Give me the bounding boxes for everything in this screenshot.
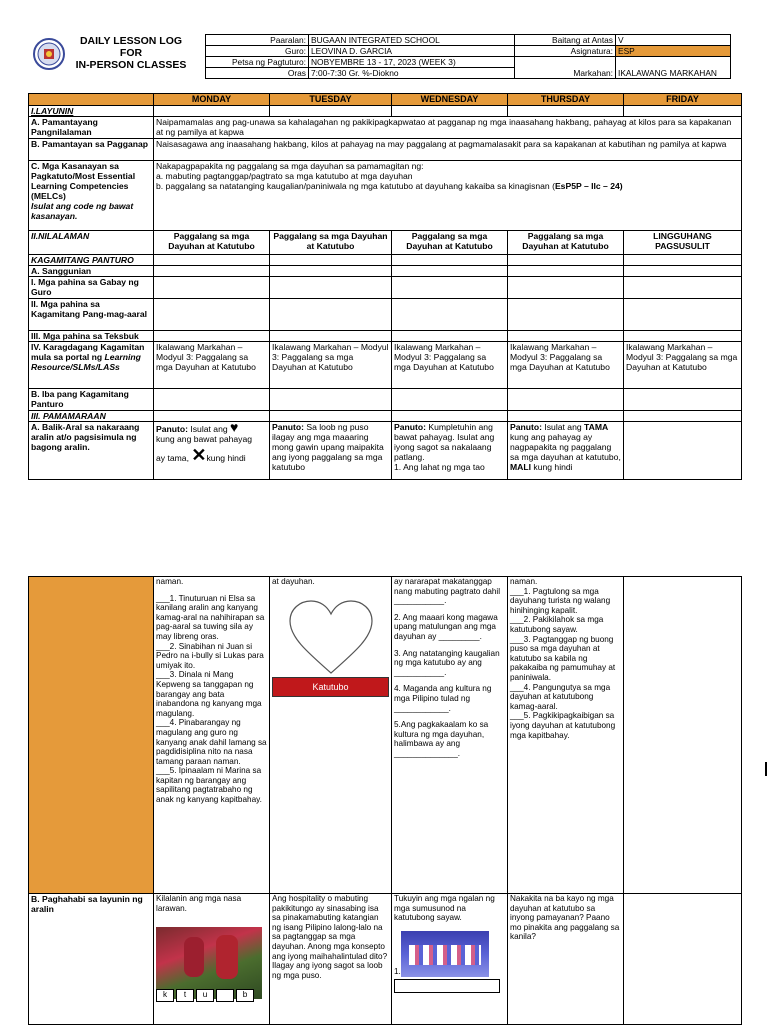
guro-value: LEOVINA D. GARCIA	[309, 46, 515, 57]
paaralan-value: BUGAAN INTEGRATED SCHOOL	[309, 35, 515, 46]
nilalaman-tuesday: Paggalang sa mga Dayuhan at Katutubo	[270, 231, 392, 255]
gabay-label: I. Mga pahina sa Gabay ng Guro	[29, 277, 154, 299]
katutubo-label-box: Katutubo	[272, 677, 389, 697]
list-item: 5.Ang pagkakaalam ko sa kultura ng mga dayuhan, halimbawa ay ang ______________.	[394, 720, 489, 758]
day-monday: MONDAY	[154, 94, 270, 106]
list-item: ___3. Pagtanggap ng buong puso sa mga dayuhan at katutubo sa kabila ng pakakaiba ng pamumuhay at paniniwala.	[510, 634, 616, 682]
letter-box: t	[176, 989, 194, 1002]
asignatura-value: ESP	[616, 46, 731, 57]
pamantayang-label: A. Pamantayang Pangnilalaman	[29, 117, 154, 139]
kasanayan-text	[154, 161, 742, 231]
letter-box: b	[236, 989, 254, 1002]
x-icon: ✕	[191, 445, 207, 465]
pagganap-text: Naisasagawa ang inaasahang hakbang, kilos at pahayag na may paggalang at pagmamalasakit para sa kapakanan at kabutihan ng pamilya at kapwa	[154, 139, 742, 161]
karagdagang-monday: Ikalawang Markahan – Modyul 3: Paggalang sa mga Dayuhan at Katutubo	[154, 342, 270, 389]
nilalaman-friday: LINGGUHANG PAGSUSULIT	[624, 231, 742, 255]
day-friday: FRIDAY	[624, 94, 742, 106]
letter-box	[216, 989, 234, 1002]
balik-friday-continued	[624, 577, 742, 894]
karagdagang-thursday: Ikalawang Markahan – Modyul 3: Paggalang sa mga Dayuhan at Katutubo	[508, 342, 624, 389]
asignatura-label: Asignatura:	[515, 46, 616, 57]
karagdagang-friday: Ikalawang Markahan – Modyul 3: Paggalang sa mga Dayuhan at Katutubo	[624, 342, 742, 389]
nilalaman-label: II.NILALAMAN	[29, 231, 154, 255]
list-item: ___4. Pinabarangay ng magulang ang guro ng kanyang anak dahil lamang sa pagdidisiplina nito na nasa tamang paraan naman.	[156, 718, 267, 766]
deped-seal	[33, 38, 65, 70]
paaralan-label: Paaralan:	[206, 35, 309, 46]
letter-box: k	[156, 989, 174, 1002]
paghahabi-label: B. Paghahabi sa layunin ng aralin	[29, 894, 154, 1025]
paghahabi-monday: Kilalanin ang mga nasa larawan. k t u b	[154, 894, 270, 1025]
nilalaman-wednesday: Paggalang sa mga Dayuhan at Katutubo	[392, 231, 508, 255]
kasanayan-line-2: a. mabuting pagtanggap/pagtrato sa mga katutubo at mga dayuhan	[156, 171, 413, 181]
list-item: ___2. Pakikilahok sa mga katutubong sayaw.	[510, 615, 604, 634]
lesson-log-table	[28, 93, 742, 480]
baitang-label: Baitang at Antas	[515, 35, 616, 46]
kagamitang-heading: KAGAMITANG PANTURO	[29, 255, 154, 266]
corner-cell	[29, 94, 154, 106]
paghahabi-friday	[624, 894, 742, 1025]
sanggunian-label: A. Sanggunian	[29, 266, 154, 277]
petsa-label: Petsa ng Pagtuturo:	[206, 57, 309, 68]
balik-wednesday-continued: ay nararapat makatanggap nang mabuting pagtrato dahil ___________. 2. Ang maaari kong magawa upang matulungan ang mga dayuhan ay _________. 3. Ang natatanging kaugalian ng mga katutubo ay ang ___________. 4. Maganda ang kultura ng mga Pilipino tulad ng ____________. 5.Ang pagkakaalam ko sa kultura ng mga dayuhan, halimbawa ay ang ______________.	[392, 577, 508, 894]
pamamaraan-heading: III. PAMAMARAAN	[29, 411, 154, 422]
kasanayan-label: C. Mga Kasanayan sa Pagkatuto/Most Essential Learning Competencies (MELCs)	[31, 161, 136, 201]
nilalaman-monday: Paggalang sa mga Dayuhan at Katutubo	[154, 231, 270, 255]
list-item: ___2. Sinabihan ni Juan si Pedro na i-bully si Lukas para umiyak ito.	[156, 641, 264, 670]
list-item: 2. Ang maaari kong magawa upang matulungan ang mga dayuhan ay _________.	[394, 612, 498, 641]
item-number: 1.	[394, 967, 401, 977]
lesson-log-title: DAILY LESSON LOG FOR IN-PERSON CLASSES	[75, 35, 187, 71]
day-tuesday: TUESDAY	[270, 94, 392, 106]
markahan-label: Markahan:	[515, 57, 616, 79]
balik-thursday-continued: naman. ___1. Pagtulong sa mga dayuhang turista ng walang hinihinging kapalit. ___2. Pakikilahok sa mga katutubong sayaw. ___3. Pagtanggap ng buong puso sa mga dayuhan at katutubo sa kabila ng pakakaiba ng pamumuhay at paniniwala. ___4. Pangungutya sa mga dayuhan at katutubong kamag-aaral. ___5. Pagkikipagkaibigan sa iyong dayuhan at katutubong mga kapitbahay.	[508, 577, 624, 894]
guro-label: Guro:	[206, 46, 309, 57]
list-item: 4. Maganda ang kultura ng mga Pilipino tulad ng ____________.	[394, 684, 492, 713]
balik-thursday: Panuto: Isulat ang TAMA kung ang pahayag ay nagpapakita ng paggalang sa mga dayuhan at katutubo, MALI kung hindi	[508, 422, 624, 480]
list-item: ___1. Pagtulong sa mga dayuhang turista ng walang hinihinging kapalit.	[510, 586, 611, 615]
balik-aral-continued-label	[29, 577, 154, 894]
oras-value: 7:00-7:30 Gr. %-Diokno	[309, 68, 515, 79]
kasanayan-label-cell	[29, 161, 154, 231]
lesson-log-table-continued	[28, 576, 742, 1025]
oras-label: Oras	[206, 68, 309, 79]
kasanayan-line-1: Nakapagpapakita ng paggalang sa mga dayuhan sa pamamagitan ng:	[156, 161, 424, 171]
iba-pang-label: B. Iba pang Kagamitang Panturo	[29, 389, 154, 411]
balik-aral-label: A. Balik-Aral sa nakaraang aralin at/o pagsisimula ng bagong aralin.	[29, 422, 154, 480]
page-edge-mark	[765, 762, 767, 776]
balik-monday-continued: naman. ___1. Tinuturuan ni Elsa sa kanilang aralin ang kanyang kamag-aral na nahihirapan sa pag-aaral sa tuwing sila ay may libreng oras. ___2. Sinabihan ni Juan si Pedro na i-bully si Lukas para umiyak ito. ___3. Dinala ni Mang Kepweng sa tanggapan ng barangay ang bata inabandona ng kanyang mga magulang. ___4. Pinabarangay ng magulang ang guro ng kanyang anak dahil lamang sa pagdidisiplina nito na nasa tamang paraan naman. ___5. Ipinaalam ni Marina sa kapitan ng barangay ang sapilitang pagtatrabaho ng anak ng kanyang kapitbahay.	[154, 577, 270, 894]
list-item: ___1. Tinuturuan ni Elsa sa kanilang aralin ang kanyang kamag-aral na nahihirapan sa pag-aaral sa tuwing sila ay may libreng oras.	[156, 593, 265, 641]
pangmag-label: II. Mga pahina sa Kagamitang Pang-mag-aaral	[29, 299, 154, 331]
balik-friday	[624, 422, 742, 480]
karagdagang-label: IV. Karagdagang Kagamitan mula sa portal ng Learning Resource/SLMs/LASs	[29, 342, 154, 389]
melc-code: EsP5P – IIc – 24)	[554, 181, 623, 191]
balik-tuesday-continued: at dayuhan. Katutubo	[270, 577, 392, 894]
pamantayang-text: Naipamamalas ang pag-unawa sa kahalagahan ng pakikipagkapwatao at pagganap ng mga inaasahang hakbang, pahayag at kilos para sa kapakanan at ng pamilya at kapwa	[154, 117, 742, 139]
paghahabi-wednesday: Tukuyin ang mga ngalan ng mga sumusunod na katutubong sayaw. 1.	[392, 894, 508, 1025]
list-item: ___3. Dinala ni Mang Kepweng sa tanggapan ng barangay ang bata inabandona ng kanyang mga magulang.	[156, 670, 262, 718]
list-item: ___4. Pangungutya sa mga dayuhan at katutubong kamag-aaral.	[510, 682, 611, 711]
balik-monday: Panuto: Isulat ang ♥ kung ang bawat pahayag ay tama, ✕kung hindi	[154, 422, 270, 480]
header-info-table	[205, 34, 731, 79]
balik-tuesday: Panuto: Sa loob ng puso ilagay ang mga maaaring mong gawin upang maipakita ang iyong paggalang sa mga katutubo	[270, 422, 392, 480]
pagganap-label: B. Pamantayan sa Pagganap	[29, 139, 154, 161]
paghahabi-thursday: Nakakita na ba kayo ng mga dayuhan at katutubo sa inyong pamayanan? Paano mo pinakita ang paggalang sa kanila?	[508, 894, 624, 1025]
heart-outline-icon	[286, 599, 376, 679]
answer-line-box[interactable]	[394, 979, 500, 993]
karagdagang-wednesday: Ikalawang Markahan – Modyul 3: Paggalang sa mga Dayuhan at Katutubo	[392, 342, 508, 389]
list-item: ___5. Ipinaalam ni Marina sa kapitan ng barangay ang sapilitang pagtatrabaho ng anak ng kanyang kapitbahay.	[156, 766, 262, 805]
list-item: ___5. Pagkikipagkaibigan sa iyong dayuhan at katutubong mga kapitbahay.	[510, 711, 616, 740]
list-item: 3. Ang natatanging kaugalian ng mga katutubo ay ang ___________.	[394, 648, 500, 677]
dance-photo	[401, 931, 489, 977]
balik-wednesday: Panuto: Kumpletuhin ang bawat pahayag. Isulat ang iyong sagot sa nakalaang patlang. 1. Ang lahat ng mga tao	[392, 422, 508, 480]
karagdagang-tuesday: Ikalawang Markahan – Modyul 3: Paggalang sa mga Dayuhan at Katutubo	[270, 342, 392, 389]
layunin-heading: I.LAYUNIN	[29, 106, 154, 117]
letter-box: u	[196, 989, 214, 1002]
kasanayan-note: Isulat ang code ng bawat kasanayan.	[31, 201, 134, 221]
petsa-value: NOBYEMBRE 13 - 17, 2023 (WEEK 3)	[309, 57, 515, 68]
baitang-value: V	[616, 35, 731, 46]
kasanayan-line-3: b. paggalang sa natatanging kaugalian/paniniwala ng mga katutubo at dayuhang kakaiba sa kinagisnan (EsP5P – IIc – 24)	[156, 181, 623, 191]
nilalaman-thursday: Paggalang sa mga Dayuhan at Katutubo	[508, 231, 624, 255]
teksbuk-label: III. Mga pahina sa Teksbuk	[29, 331, 154, 342]
paghahabi-tuesday: Ang hospitality o mabuting pakikitungo ay sinasabing isa sa pinakamabuting katangian ng isang Pilipino lalong-lalo na sa pagtanggap sa mga dayuhan. Anong mga konsepto ang iyong maihahalintulad dito? Ilagay ang iyong sagot sa loob ng mga puso.	[270, 894, 392, 1025]
day-wednesday: WEDNESDAY	[392, 94, 508, 106]
markahan-value: IKALAWANG MARKAHAN	[616, 57, 731, 79]
heart-icon: ♥	[230, 421, 239, 435]
day-thursday: THURSDAY	[508, 94, 624, 106]
